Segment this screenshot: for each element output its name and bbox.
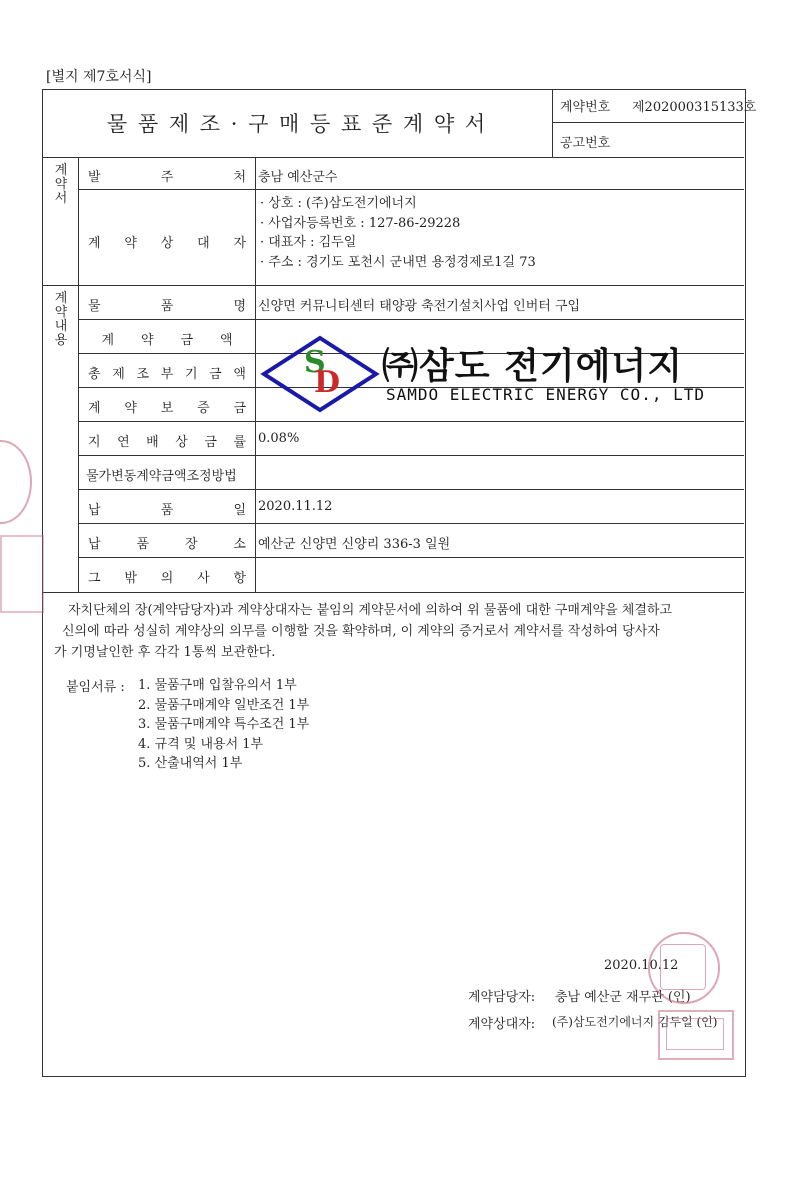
section-content-label: 계 약 내 용 [54, 291, 68, 348]
logo-mark-s: S [304, 345, 326, 380]
margin-seal-icon [0, 535, 44, 613]
contractor-value: (주)삼도전기에너지 김두일 (인) [552, 1015, 718, 1029]
form-label: [별지 제7호서식] [46, 69, 152, 85]
delivery-place-value: 예산군 신양면 신양리 336-3 일원 [258, 537, 451, 552]
agreement-paragraph [54, 600, 673, 663]
orderer-value: 충남 예산군수 [258, 170, 338, 185]
contract-no-label: 계약번호 [560, 100, 611, 115]
counterparty-address: · 주소 : 경기도 포천시 군내면 용정경제로1길 73 [260, 254, 536, 270]
attachment-item: 3. 물품구매계약 특수조건 1부 [138, 717, 310, 732]
logo-mark-d: D [314, 365, 341, 400]
contract-amount-label: 계 약 금 액 [101, 333, 233, 348]
contractor-label: 계약상대자: [468, 1017, 536, 1032]
officer-value: 충남 예산군 재무관 (인) [555, 990, 691, 1005]
contract-no-value: 제202000315133호 [632, 100, 757, 115]
counterparty-label: 계 약 상 대 자 [88, 236, 246, 251]
margin-seal-icon [0, 440, 32, 524]
orderer-label: 발 주 처 [88, 170, 246, 185]
counterparty-regno: · 사업자등록번호 : 127-86-29228 [260, 215, 461, 231]
delay-penalty-rate-value: 0.08% [258, 431, 300, 446]
document-title: 물 품 제 조 · 구 매 등 표 준 계 약 서 [106, 112, 488, 136]
officer-label: 계약담당자: [468, 990, 536, 1005]
agreement-line-1: 자치단체의 장(계약담당자)과 계약상대자는 붙임의 계약문서에 의하여 위 물품에 대한 구매계약을 체결하고 [68, 603, 673, 618]
attachments-label: 붙임서류 : [66, 680, 125, 695]
price-adjustment-method-label: 물가변동계약금액조정방법 [86, 469, 237, 484]
other-matters-label: 그 밖 의 사 항 [88, 571, 246, 586]
item-name-value: 신양면 커뮤니티센터 태양광 축전기설치사업 인버터 구입 [258, 299, 581, 314]
attachment-item: 1. 물품구매 입찰유의서 1부 [138, 678, 297, 693]
company-seal-icon [658, 1010, 734, 1060]
counterparty-details [260, 194, 536, 272]
logo-company-korean: ㈜삼도 전기에너지 [382, 346, 683, 387]
attachment-item: 5. 산출내역서 1부 [138, 756, 243, 771]
contract-deposit-label: 계 약 보 증 금 [88, 401, 246, 416]
total-manufacture-amount-label: 총 제 조 부 기 금 액 [88, 367, 246, 382]
counterparty-ceo: · 대표자 : 김두일 [260, 235, 357, 250]
agreement-line-3: 가 기명날인한 후 각각 1통씩 보관한다. [54, 645, 276, 660]
section-contract-label: 계 약 서 [54, 163, 68, 206]
contract-date: 2020.10.12 [604, 958, 679, 973]
logo-company-english: SAMDO ELECTRIC ENERGY CO., LTD [386, 385, 705, 404]
item-name-label: 물 품 명 [88, 299, 246, 314]
official-seal-icon [648, 932, 720, 1004]
notice-no-label: 공고번호 [560, 136, 611, 151]
attachments-list [138, 676, 309, 774]
delivery-place-label: 납 품 장 소 [88, 537, 246, 552]
attachment-item: 4. 규격 및 내용서 1부 [138, 736, 264, 752]
attachment-item: 2. 물품구매계약 일반조건 1부 [138, 697, 310, 713]
delivery-date-value: 2020.11.12 [258, 499, 333, 514]
delivery-date-label: 납 품 일 [88, 503, 246, 518]
agreement-line-2: 신의에 따라 성실히 계약상의 의무를 이행할 것을 확약하며, 이 계약의 증거로서 계약서를 작성하여 당사자 [62, 624, 660, 639]
counterparty-company: · 상호 : (주)삼도전기에너지 [260, 196, 417, 211]
company-logo [258, 330, 728, 420]
delay-penalty-rate-label: 지 연 배 상 금 률 [88, 435, 246, 450]
